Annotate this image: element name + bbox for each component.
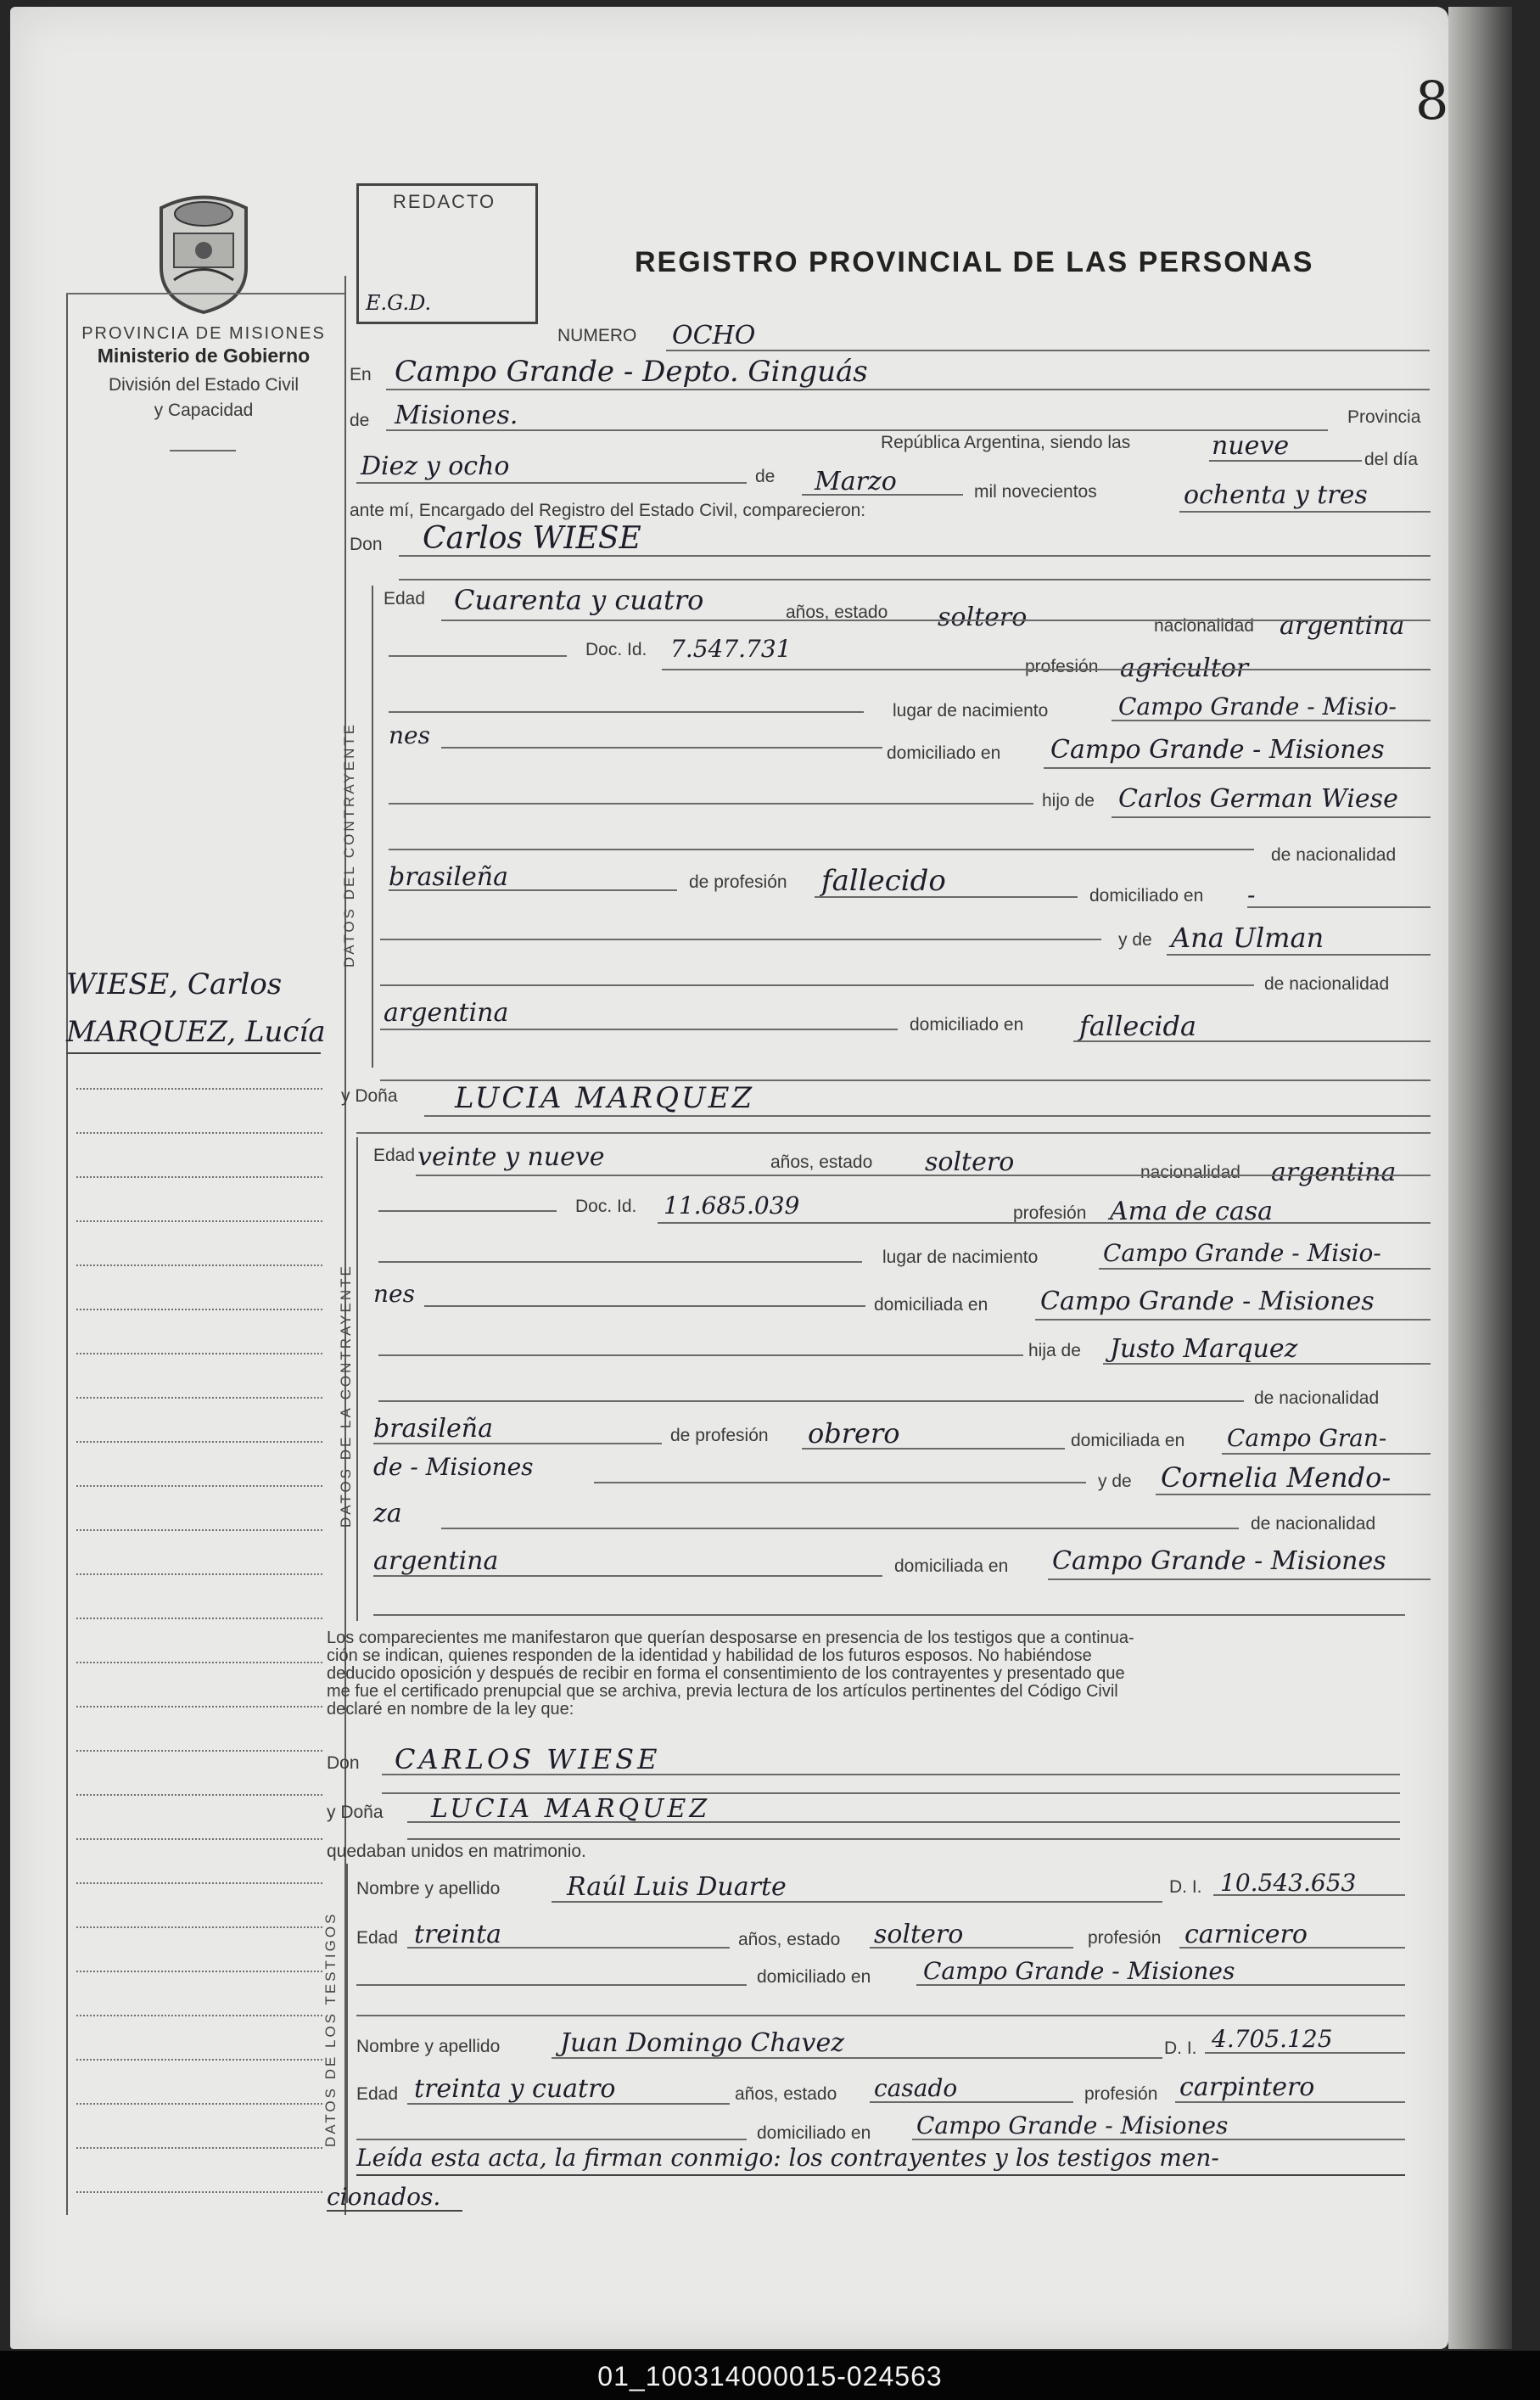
testigo-di-value: 10.543.653 <box>1220 1869 1357 1897</box>
y-de-label: y de <box>1118 930 1152 950</box>
rule <box>356 2015 1405 2016</box>
doc-value: 11.685.039 <box>664 1192 800 1220</box>
margin-underline <box>66 1052 321 1054</box>
rule <box>389 849 1254 850</box>
rule <box>373 1575 882 1577</box>
rule <box>662 669 1431 670</box>
mes-value: Marzo <box>815 467 897 496</box>
don-value: CARLOS WIESE <box>395 1743 661 1775</box>
profesion-value: agricultor <box>1120 653 1249 683</box>
testigo-di-label: D. I. <box>1169 1877 1202 1897</box>
padre-domicilio-label: domiciliado en <box>1089 886 1204 906</box>
province-label: PROVINCIA DE MISIONES <box>81 324 326 343</box>
testigo-edad-label: Edad <box>356 2084 399 2104</box>
stamp-label: REDACTO <box>393 191 496 212</box>
anios-label: años, estado <box>770 1152 873 1172</box>
rule <box>1222 1453 1431 1455</box>
ministry-label: Ministerio de Gobierno <box>97 345 311 367</box>
testigo-profesion-label: profesión <box>1088 1928 1162 1948</box>
rule <box>378 1354 1023 1356</box>
rule <box>424 1305 865 1307</box>
rule <box>407 1838 1400 1840</box>
edad-value: Cuarenta y cuatro <box>454 584 704 616</box>
hora-value: nueve <box>1212 431 1290 461</box>
rule <box>1205 2052 1405 2054</box>
rule <box>356 1132 1431 1134</box>
rule <box>416 1175 1431 1176</box>
declaracion-line: declaré en nombre de la ley que: <box>327 1700 574 1719</box>
edad-value: veinte y nueve <box>417 1142 605 1172</box>
rule <box>441 747 882 749</box>
rule <box>870 2101 1073 2103</box>
rule <box>378 1261 862 1263</box>
padre-nacionalidad-value: brasileña <box>389 862 508 892</box>
section-label-contrayente: DATOS DEL CONTRAYENTE <box>341 721 357 967</box>
de-nacionalidad-label: de nacionalidad <box>1264 974 1390 994</box>
rule <box>552 2057 1162 2059</box>
estado-value: soltero <box>925 1147 1015 1177</box>
en-label: En <box>350 365 372 384</box>
margin-note: MARQUEZ, Lucía <box>66 1015 326 1049</box>
rule <box>407 1821 1400 1823</box>
y-de-label: y de <box>1098 1472 1132 1491</box>
rule <box>1179 1947 1405 1949</box>
domicilio-label: domiciliada en <box>874 1295 988 1315</box>
rule <box>1112 720 1431 721</box>
anios-label: años, estado <box>786 603 888 622</box>
testigo-di-value: 4.705.125 <box>1212 2025 1333 2053</box>
testigo-domicilio-label: domiciliado en <box>757 1967 871 1987</box>
rule <box>1156 1494 1431 1495</box>
domicilio-value: Campo Grande - Misiones <box>1050 735 1385 765</box>
rule <box>1099 1268 1431 1270</box>
testigo-estado-value: casado <box>874 2074 958 2102</box>
edad-label: Edad <box>384 589 426 608</box>
madre-domicilio-label: domiciliado en <box>910 1015 1024 1035</box>
section-bracket <box>372 586 373 1068</box>
rule <box>1112 816 1431 818</box>
provincia-value: Misiones. <box>395 401 518 430</box>
province-crest-icon <box>153 187 255 314</box>
estado-value: soltero <box>938 603 1028 632</box>
division-label-2: y Capacidad <box>154 401 254 420</box>
rule <box>399 579 1431 580</box>
de-label: de <box>350 411 370 430</box>
rule <box>380 939 1101 940</box>
rule <box>802 494 963 496</box>
hija-de-label: hija de <box>1028 1341 1081 1360</box>
nacionalidad-value: argentina <box>1280 611 1405 641</box>
padre-profesion-value: obrero <box>808 1417 900 1450</box>
testigo-nombre-value: Juan Domingo Chavez <box>560 2028 845 2058</box>
nacionalidad-label: nacionalidad <box>1154 616 1254 636</box>
doc-value: 7.547.731 <box>670 635 792 663</box>
lugar-nac-label: lugar de nacimiento <box>882 1248 1039 1267</box>
testigo-estado-label: años, estado <box>738 1930 841 1949</box>
rule <box>912 2139 1405 2140</box>
testigo-edad-label: Edad <box>356 1928 399 1948</box>
rule <box>1179 511 1431 513</box>
testigo-profesion-value: carpintero <box>1179 2072 1315 2102</box>
doc-label: Doc. Id. <box>575 1197 637 1216</box>
madre-nacionalidad-value: argentina <box>384 998 509 1028</box>
testigo-domicilio-value: Campo Grande - Misiones <box>923 1957 1235 1985</box>
contrayente-name: Carlos WIESE <box>423 521 641 556</box>
profesion-label: profesión <box>1025 657 1099 676</box>
domicilio-value: Campo Grande - Misiones <box>1040 1287 1375 1316</box>
lugar-nac-value: Campo Grande - Misio- <box>1118 693 1397 721</box>
rule <box>666 350 1430 351</box>
page-number: 8 <box>1415 70 1449 132</box>
stamp-initials: E.G.D. <box>366 291 432 315</box>
closing-text: Leída esta acta, la firman conmigo: los contrayentes y los testigos men- <box>356 2144 1219 2172</box>
anio-value: ochenta y tres <box>1184 480 1368 510</box>
padre-nacionalidad-value: brasileña <box>373 1414 493 1444</box>
margin-rule-top <box>66 293 344 294</box>
testigo-domicilio-value: Campo Grande - Misiones <box>916 2111 1229 2139</box>
rule <box>802 1448 1065 1450</box>
testigo-estado-value: soltero <box>874 1920 964 1949</box>
edad-label: Edad <box>373 1146 416 1165</box>
de-profesion-label: de profesión <box>689 872 787 892</box>
closing-text-cont: cionados. <box>327 2183 441 2211</box>
rule <box>815 896 1078 898</box>
hijo-de-label: hijo de <box>1042 791 1095 810</box>
rule <box>378 1400 1244 1402</box>
padre-domicilio-value: Campo Gran- <box>1227 1424 1387 1452</box>
redacto-stamp <box>356 183 538 324</box>
de-nacionalidad-label: de nacionalidad <box>1254 1388 1380 1408</box>
rule <box>373 1443 662 1444</box>
division-label: División del Estado Civil <box>108 375 300 395</box>
rule <box>916 1984 1405 1986</box>
contrayente-f-name: LUCIA MARQUEZ <box>455 1081 755 1115</box>
rule <box>1044 767 1431 769</box>
rule <box>1247 906 1431 908</box>
declaracion-line: deducido oposición y después de recibir en forma el consentimiento de los contrayentes y presentado que <box>327 1664 1125 1683</box>
declaracion-line: me fue el certificado prenupcial que se archiva, previa lectura de los artículos pertinentes del Código Civil <box>327 1682 1118 1701</box>
declaracion-line: Los comparecientes me manifestaron que querían desposarse en presencia de los testigos que a continua- <box>327 1629 1134 1647</box>
margin-rule <box>66 293 68 2215</box>
rule <box>356 482 747 484</box>
republica-label: República Argentina, siendo las <box>881 433 1131 452</box>
book-spine <box>1448 7 1512 2349</box>
unidos-text: quedaban unidos en matrimonio. <box>327 1842 586 1861</box>
rule <box>441 1528 1239 1529</box>
testigo-nombre-label: Nombre y apellido <box>356 2037 501 2056</box>
document-title: REGISTRO PROVINCIAL DE LAS PERSONAS <box>635 246 1314 278</box>
rule <box>870 1947 1073 1949</box>
lugar-value: Campo Grande - Depto. Ginguás <box>395 355 868 389</box>
testigo-edad-value: treinta y cuatro <box>414 2074 616 2104</box>
testigo-profesion-value: carnicero <box>1184 1920 1308 1949</box>
rule <box>424 1115 1431 1117</box>
rule <box>1213 1894 1405 1896</box>
padre-domicilio-value: - <box>1247 881 1256 909</box>
don-label: Don <box>350 535 383 554</box>
rule <box>386 389 1430 390</box>
de-nacionalidad-label: de nacionalidad <box>1271 845 1397 865</box>
rule <box>373 1614 1405 1616</box>
don-label: Don <box>327 1753 360 1773</box>
rule <box>407 2103 730 2105</box>
lugar-nac-value: Campo Grande - Misio- <box>1103 1239 1381 1267</box>
del-dia-label: del día <box>1364 450 1419 469</box>
de-mes-label: de <box>755 467 776 486</box>
rule <box>1035 1319 1431 1321</box>
madre-nacionalidad-value: argentina <box>373 1546 499 1576</box>
de-nacionalidad-label: de nacionalidad <box>1251 1514 1376 1534</box>
rule <box>327 2210 462 2212</box>
anio-label: mil novecientos <box>974 482 1097 502</box>
rule <box>389 711 864 713</box>
doc-label: Doc. Id. <box>585 640 647 659</box>
rule <box>389 803 1033 805</box>
rule <box>552 1901 1162 1903</box>
dona-label: y Doña <box>327 1803 384 1822</box>
provincia-label: Provincia <box>1347 407 1421 427</box>
ante-label: ante mí, Encargado del Registro del Estado Civil, comparecieron: <box>350 501 866 520</box>
rule <box>389 889 677 891</box>
rule <box>1175 2101 1405 2103</box>
rule <box>356 1984 747 1986</box>
rule <box>382 1774 1400 1775</box>
testigo-domicilio-label: domiciliado en <box>757 2123 871 2143</box>
lugar-nac-cont: nes <box>373 1280 415 1308</box>
profesion-label: profesión <box>1013 1203 1087 1223</box>
rule <box>407 1947 730 1949</box>
rule <box>380 984 1254 986</box>
testigo-di-label: D. I. <box>1164 2038 1197 2058</box>
profesion-value: Ama de casa <box>1110 1197 1273 1226</box>
lugar-nac-cont: nes <box>389 721 430 749</box>
padre-value: Justo Marquez <box>1110 1334 1298 1364</box>
rule <box>378 1210 557 1212</box>
dona-value: LUCIA MARQUEZ <box>431 1794 711 1824</box>
madre-domicilio-label: domiciliada en <box>894 1556 1009 1576</box>
rule <box>389 655 567 657</box>
madre-cont: za <box>373 1499 402 1528</box>
scan-id-caption: 01_100314000015-024563 <box>597 2361 943 2392</box>
madre-value: Ana Ulman <box>1171 922 1324 954</box>
section-bracket <box>346 1864 348 2203</box>
nacionalidad-value: argentina <box>1271 1158 1397 1187</box>
rule <box>1103 1363 1431 1365</box>
rule <box>386 429 1328 431</box>
testigo-estado-label: años, estado <box>735 2084 837 2104</box>
testigo-nombre-value: Raúl Luis Duarte <box>567 1872 787 1902</box>
divider <box>170 450 236 451</box>
domicilio-label: domiciliado en <box>887 743 1001 763</box>
rule <box>658 1222 1431 1224</box>
rule <box>1073 1040 1431 1042</box>
section-label-contrayente-f: DATOS DE LA CONTRAYENTE <box>338 1264 354 1528</box>
rule <box>1048 1579 1431 1580</box>
declaracion-text <box>327 1629 1404 1719</box>
rule <box>380 1029 898 1030</box>
madre-value: Cornelia Mendo- <box>1161 1461 1392 1494</box>
lugar-nac-label: lugar de nacimiento <box>893 701 1049 721</box>
de-profesion-label: de profesión <box>670 1426 769 1445</box>
rule <box>399 555 1431 557</box>
padre-value: Carlos German Wiese <box>1118 784 1398 814</box>
section-label-testigos: DATOS DE LOS TESTIGOS <box>322 1911 339 2147</box>
rule <box>356 2139 747 2140</box>
madre-domicilio-value: Campo Grande - Misiones <box>1052 1546 1386 1576</box>
nacionalidad-label: nacionalidad <box>1140 1163 1240 1182</box>
rule <box>441 620 1431 621</box>
dia-value: Diez y ocho <box>361 451 510 481</box>
testigo-edad-value: treinta <box>414 1920 502 1949</box>
numero-label: NUMERO <box>557 326 637 345</box>
y-dona-label: y Doña <box>341 1086 398 1106</box>
rule <box>1167 954 1431 956</box>
rule <box>1209 460 1362 462</box>
padre-domicilio-label: domiciliada en <box>1071 1431 1185 1450</box>
margin-note: WIESE, Carlos <box>66 967 283 1001</box>
section-bracket <box>356 1137 358 1621</box>
rule <box>356 2174 1405 2176</box>
padre-domicilio-cont: de - Misiones <box>373 1453 534 1481</box>
padre-profesion-value: fallecido <box>821 864 946 898</box>
testigo-nombre-label: Nombre y apellido <box>356 1879 501 1898</box>
testigo-profesion-label: profesión <box>1084 2084 1158 2104</box>
numero-value: OCHO <box>672 321 756 350</box>
rule <box>594 1482 1086 1483</box>
declaracion-line: ción se indican, quienes responden de la identidad y habilidad de los futuros esposos. No habiéndose <box>327 1646 1092 1665</box>
madre-domicilio-value: fallecida <box>1079 1010 1197 1042</box>
